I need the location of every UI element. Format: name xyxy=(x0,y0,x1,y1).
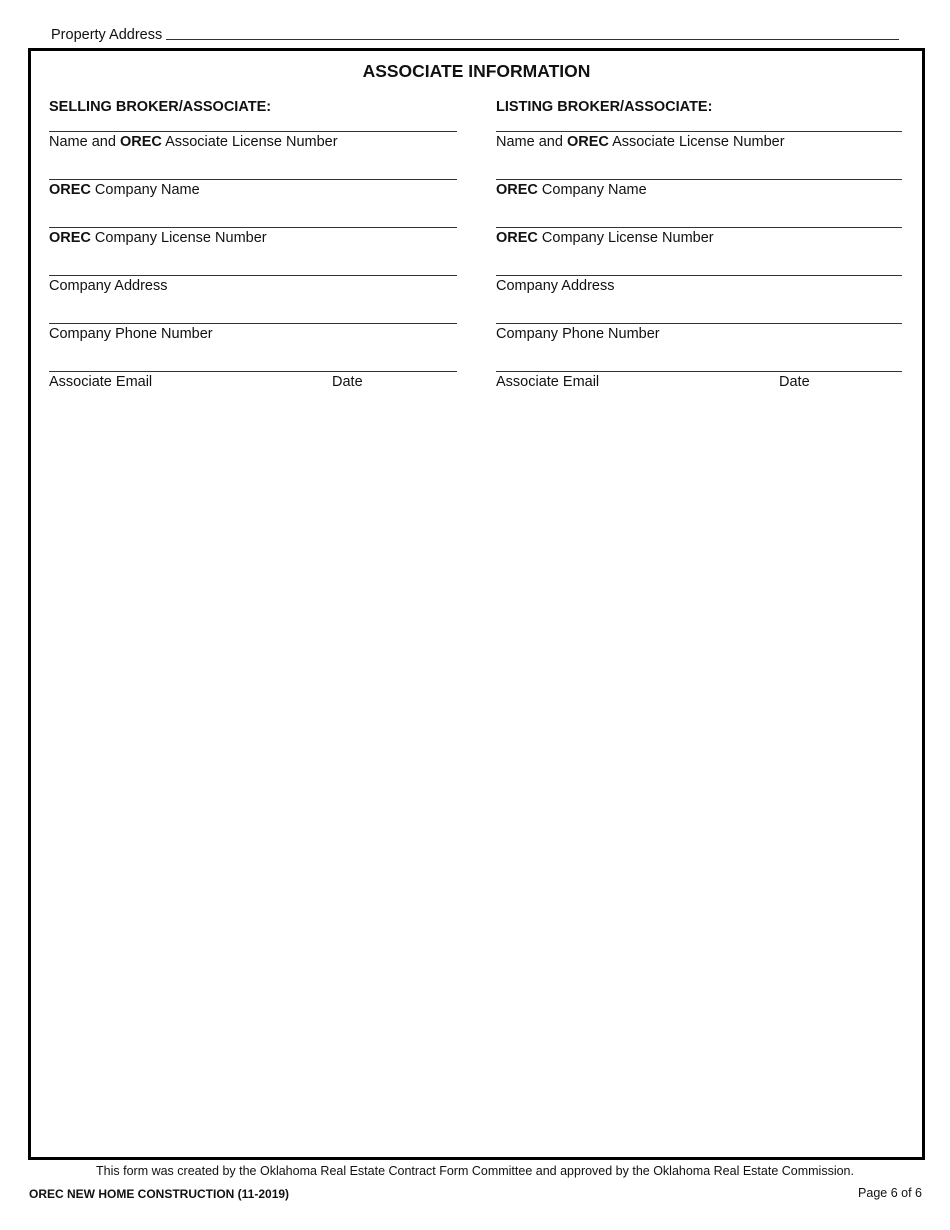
listing-associate-email-label: Associate Email xyxy=(496,374,600,390)
selling-company-license-field[interactable] xyxy=(49,227,457,275)
listing-company-phone-field[interactable] xyxy=(496,323,902,371)
selling-company-name-label: OREC Company Name xyxy=(49,182,200,198)
footer-note: This form was created by the Oklahoma Real Estate Contract Form Committee and approved by the Oklahoma Real Estate Commission. xyxy=(96,1164,854,1178)
listing-company-license-field[interactable] xyxy=(496,227,902,275)
section-title: ASSOCIATE INFORMATION xyxy=(362,61,591,81)
signature-line xyxy=(49,323,457,324)
signature-line xyxy=(496,323,902,324)
selling-associate-email-label: Associate Email xyxy=(49,374,153,390)
signature-line xyxy=(496,227,902,228)
signature-line xyxy=(496,131,902,132)
selling-company-name-field[interactable] xyxy=(49,179,457,227)
listing-email-date-field[interactable] xyxy=(496,371,902,419)
selling-broker-heading: SELLING BROKER/ASSOCIATE: xyxy=(49,99,272,115)
selling-company-address-label: Company Address xyxy=(49,278,168,294)
listing-name-license-field[interactable] xyxy=(496,131,902,179)
property-address-label: Property Address xyxy=(51,27,163,43)
listing-company-license-label: OREC Company License Number xyxy=(496,230,714,246)
listing-company-phone-label: Company Phone Number xyxy=(496,326,660,342)
listing-broker-heading: LISTING BROKER/ASSOCIATE: xyxy=(496,99,713,115)
listing-date-label: Date xyxy=(779,374,810,390)
signature-line xyxy=(496,275,902,276)
signature-line xyxy=(496,179,902,180)
listing-company-address-field[interactable] xyxy=(496,275,902,323)
signature-line xyxy=(49,227,457,228)
listing-company-address-label: Company Address xyxy=(496,278,615,294)
listing-company-name-label: OREC Company Name xyxy=(496,182,647,198)
selling-company-phone-label: Company Phone Number xyxy=(49,326,213,342)
signature-line xyxy=(49,371,457,372)
listing-broker-column xyxy=(496,97,902,419)
selling-email-date-field[interactable] xyxy=(49,371,457,419)
selling-company-phone-field[interactable] xyxy=(49,323,457,371)
selling-name-license-label: Name and OREC Associate License Number xyxy=(49,134,338,150)
signature-line xyxy=(49,275,457,276)
property-address-field[interactable] xyxy=(166,24,899,40)
selling-broker-column xyxy=(49,97,457,419)
listing-name-license-label: Name and OREC Associate License Number xyxy=(496,134,785,150)
selling-date-label: Date xyxy=(332,374,363,390)
page-number: Page 6 of 6 xyxy=(858,1186,922,1200)
signature-line xyxy=(49,179,457,180)
property-address-row xyxy=(51,24,899,44)
selling-company-license-label: OREC Company License Number xyxy=(49,230,267,246)
signature-line xyxy=(49,131,457,132)
signature-line xyxy=(496,371,902,372)
selling-name-license-field[interactable] xyxy=(49,131,457,179)
form-identifier: OREC NEW HOME CONSTRUCTION (11-2019) xyxy=(29,1187,290,1201)
listing-company-name-field[interactable] xyxy=(496,179,902,227)
associate-information-box xyxy=(28,48,925,1160)
selling-company-address-field[interactable] xyxy=(49,275,457,323)
